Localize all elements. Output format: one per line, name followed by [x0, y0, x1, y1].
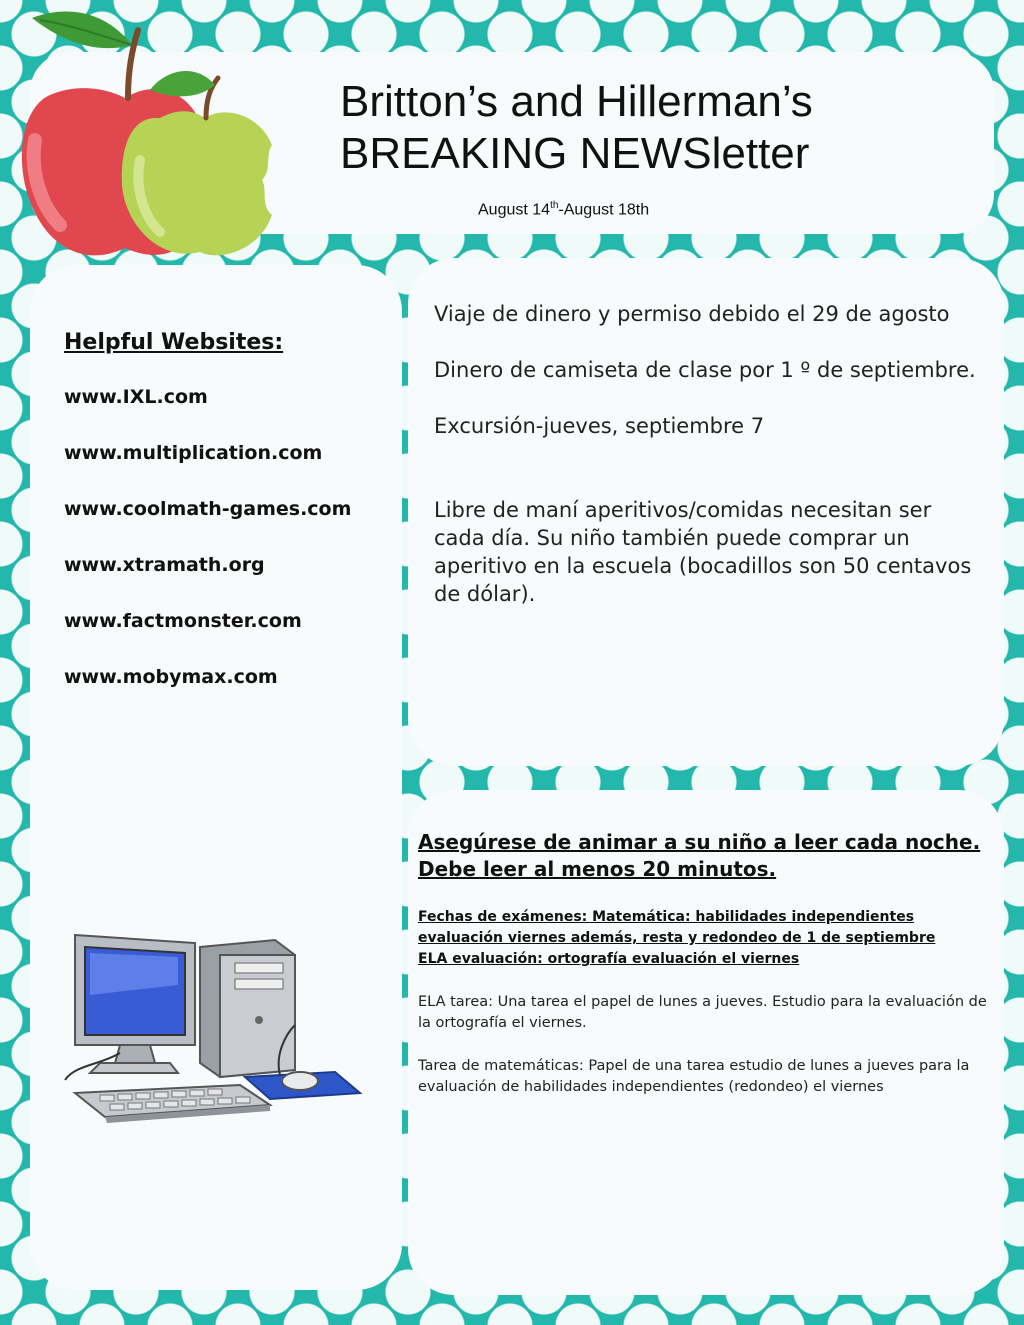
helpful-websites	[64, 330, 384, 719]
apples-icon	[10, 0, 280, 270]
test-dates	[418, 907, 988, 970]
announcement-item: Viaje de dinero y permiso debido el 29 de agosto	[434, 302, 950, 326]
test-dates-line: Fechas de exámenes: Matemática: habilidades independientes	[418, 909, 915, 925]
reading-heading: Asegúrese de animar a su niño a leer cada noche. Debe leer al menos 20 minutos.	[418, 830, 981, 881]
announcements	[434, 300, 979, 636]
date-start: August 14	[478, 201, 551, 219]
date-superscript: th	[550, 200, 559, 211]
test-dates-line: evaluación viernes además, resta y redondeo de 1 de septiembre	[418, 930, 936, 946]
computer-icon	[60, 925, 370, 1140]
test-dates-line: ELA evaluación: ortografía evaluación el viernes	[418, 951, 800, 967]
website-link[interactable]: www.IXL.com	[64, 386, 208, 408]
website-link[interactable]: www.multiplication.com	[64, 442, 323, 464]
announcement-item: Excursión-jueves, septiembre 7	[434, 414, 765, 438]
announcement-item: Dinero de camiseta de clase por 1 º de septiembre.	[434, 358, 976, 382]
announcement-item: Libre de maní aperitivos/comidas necesitan ser cada día. Su niño también puede comprar un aperitivo en la escuela (bocadillos son 50 centavos de dólar).	[434, 498, 972, 606]
newsletter-title	[340, 76, 940, 180]
website-link[interactable]: www.factmonster.com	[64, 610, 302, 632]
website-link[interactable]: www.mobymax.com	[64, 666, 278, 688]
date-range	[478, 200, 649, 219]
website-link[interactable]: www.xtramath.org	[64, 554, 265, 576]
ela-homework: ELA tarea: Una tarea el papel de lunes a jueves. Estudio para la evaluación de la ortografía el viernes.	[418, 994, 987, 1031]
homework-section	[418, 829, 988, 1120]
title-line-1: Britton’s and Hillerman’s	[340, 77, 813, 126]
math-homework: Tarea de matemáticas: Papel de una tarea estudio de lunes a jueves para la evaluación de habilidades independientes (redondeo) el viernes	[418, 1058, 970, 1095]
title-line-2: BREAKING NEWSletter	[340, 129, 810, 178]
websites-heading: Helpful Websites:	[64, 330, 284, 355]
date-end: -August 18th	[558, 201, 650, 219]
website-link[interactable]: www.coolmath-games.com	[64, 498, 352, 520]
